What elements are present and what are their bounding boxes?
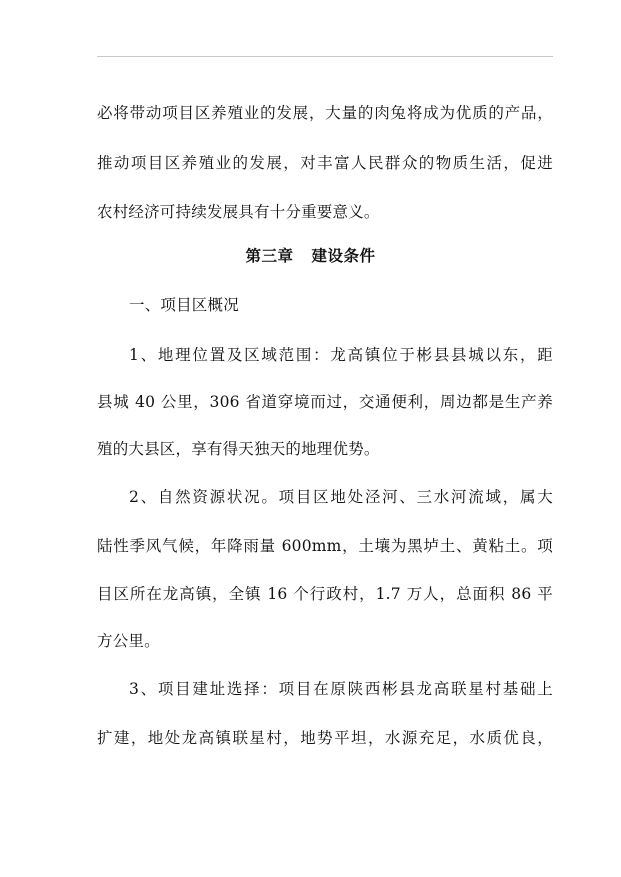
paragraph-line: 县城 40 公里，306 省道穿境而过，交通便利，周边都是生产养 (97, 393, 553, 411)
paragraph-line: 方公里。 (97, 632, 160, 650)
chapter-heading (0, 247, 621, 265)
paragraph-line: 推动项目区养殖业的发展，对丰富人民群众的物质生活，促进 (97, 154, 553, 172)
paragraph-line: 目区所在龙高镇，全镇 16 个行政村，1.7 万人，总面积 86 平 (97, 585, 553, 603)
header-rule (97, 56, 553, 57)
paragraph-line: 2、自然资源状况。项目区地处泾河、三水河流域，属大 (129, 488, 553, 506)
section-heading: 一、项目区概况 (129, 296, 239, 314)
chapter-number: 第三章 (245, 246, 294, 265)
paragraph-line: 陆性季风气候，年降雨量 600mm，土壤为黑垆土、黄粘土。项 (97, 537, 553, 555)
paragraph-line: 3、项目建址选择：项目在原陕西彬县龙高联星村基础上 (129, 680, 553, 698)
paragraph-line: 扩建，地处龙高镇联星村，地势平坦，水源充足，水质优良， (97, 729, 553, 747)
paragraph-line: 殖的大县区，享有得天独天的地理优势。 (97, 440, 380, 458)
paragraph-line: 1、地理位置及区域范围：龙高镇位于彬县县城以东，距 (129, 346, 553, 364)
paragraph-line: 必将带动项目区养殖业的发展，大量的肉兔将成为优质的产品， (97, 104, 553, 122)
paragraph-line: 农村经济可持续发展具有十分重要意义。 (97, 203, 380, 221)
chapter-title: 建设条件 (311, 246, 376, 265)
